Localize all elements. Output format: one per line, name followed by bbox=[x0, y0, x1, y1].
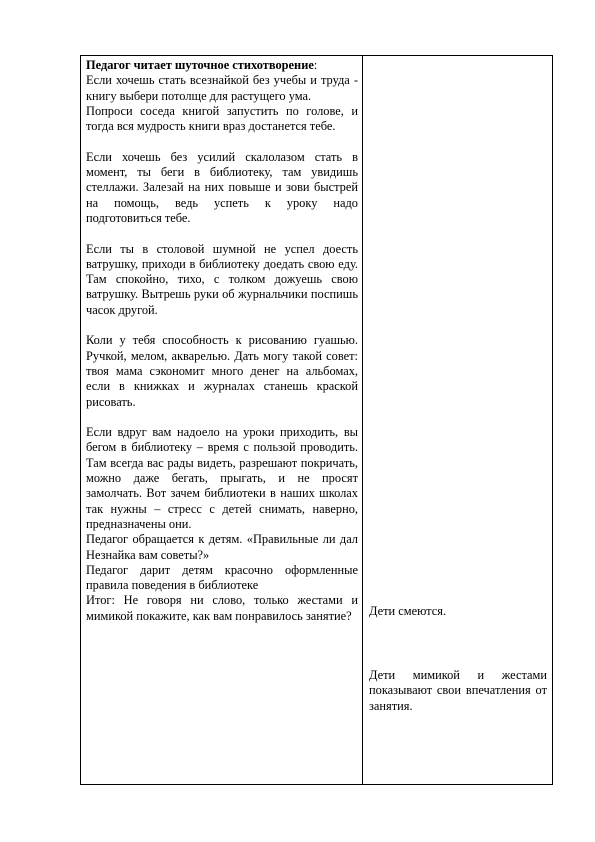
poem-stanza-1b: Попроси соседа книгой запустить по голове, и тогда вся мудрость книги враз достанется тебе. bbox=[86, 103, 358, 134]
poem-stanza-5: Если вдруг вам надоело на уроки приходить, вы бегом в библиотеку – время с пользой проводить. Там всегда вас рады видеть, разрешают покричать, можно даже бегать, прыгать, и не просят замолчать. Вот зачем библиотеки в наших школах так нужны – стресс с детей снимать, наверно, предназначены они. bbox=[86, 425, 358, 531]
children-column bbox=[363, 56, 552, 784]
lesson-summary: Итог: Не говоря ни слово, только жестами и мимикой покажите, как вам понравилось занятие? bbox=[86, 593, 358, 623]
children-reaction-laugh: Дети смеются. bbox=[369, 604, 447, 618]
children-reaction-gestures: Дети мимикой и жестами показывают свои впечатления от занятия. bbox=[369, 668, 547, 713]
poem-stanza-4: Коли у тебя способность к рисованию гуашью. Ручкой, мелом, акварелью. Дать могу такой совет: твоя мама сэкономит много денег на альбомах, если в книжках и журналах станешь краской рисовать. bbox=[86, 333, 358, 409]
teacher-gift: Педагог дарит детям красочно оформленные правила поведения в библиотеке bbox=[86, 562, 358, 593]
poem-stanza-2: Если хочешь без усилий скалолазом стать в момент, ты беги в библиотеку, там увидишь стеллажи. Залезай на них повыше и зови быстрей на помощь, ведь успеть к уроку надо подготовиться тебе. bbox=[86, 149, 358, 225]
poem-stanza-3: Если ты в столовой шумной не успел доесть ватрушку, приходи в библиотеку доедать свою еду. Там спокойно, тихо, с толком дожуешь свою ватрушку. Вытрешь руки об журнальчики поспишь часок другой. bbox=[86, 241, 358, 317]
teacher-question: Педагог обращается к детям. «Правильные ли дал Незнайка вам советы?» bbox=[86, 532, 358, 562]
poem-stanza-1: Если хочешь стать всезнайкой без учебы и труда - книгу выбери потолще для растущего ума. bbox=[86, 73, 358, 103]
poem-intro bbox=[86, 58, 358, 73]
lesson-table bbox=[80, 55, 553, 785]
teacher-column bbox=[81, 56, 363, 784]
poem-heading: Педагог читает шуточное стихотворение bbox=[86, 58, 314, 72]
poem-heading-colon: : bbox=[313, 58, 318, 72]
